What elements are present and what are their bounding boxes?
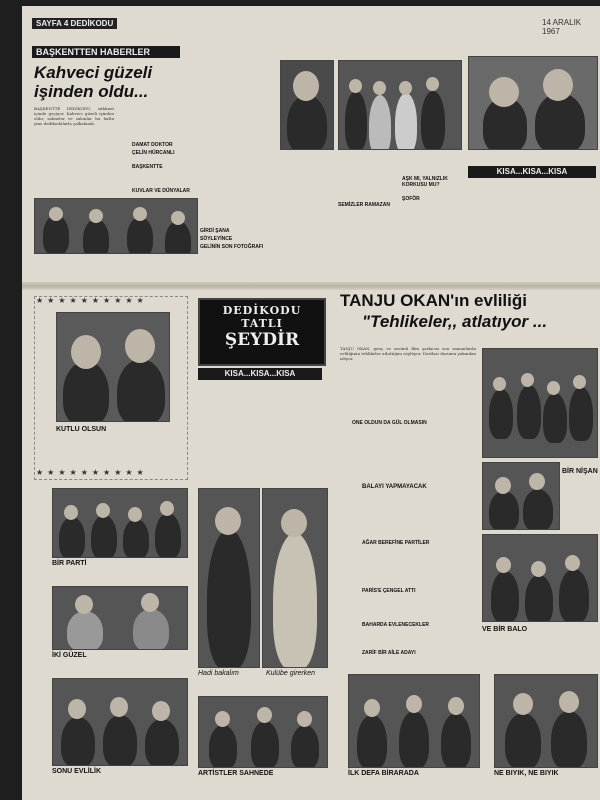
kulube-girerken-caption <box>262 678 326 690</box>
bir-nisan-photo <box>482 462 560 530</box>
sonu-evlilik-photo <box>52 678 188 766</box>
iki-guzel-photo <box>52 586 188 650</box>
subhead-soyleyince: SÖYLEYİNCE <box>200 236 233 242</box>
subhead-damat: DAMAT DOKTOR <box>132 142 173 148</box>
ve-bir-balo-photo <box>482 534 598 622</box>
ne-biyik-title: NE BIYIK, NE BIYIK <box>494 770 559 777</box>
ilk-defa-birarada-caption <box>418 770 480 794</box>
paper-fold <box>22 282 600 290</box>
section-title: BAŞKENTTEN HABERLER <box>32 46 180 58</box>
main-article-part6 <box>340 630 476 646</box>
subhead-paris: PARİS'E ÇENGEL ATTI <box>362 588 416 594</box>
subhead-baskentte: BAŞKENTTE <box>132 164 163 170</box>
sonu-evlilik-title: SONU EVLİLİK <box>52 768 102 775</box>
subhead-ask: AŞK MI, YALNIZLIK KORKUSU MU? <box>402 176 448 188</box>
kulube-girerken-title: Kulübe girerken <box>266 670 316 677</box>
caption-group <box>338 152 460 168</box>
hadi-bakalim-caption <box>198 678 258 690</box>
star-border-bottom: ★★★★★★★★★★ <box>36 468 148 477</box>
subhead-celin: ÇELİN HÜRCANLI <box>132 150 175 156</box>
kutlu-olsun-photo <box>56 312 170 422</box>
bir-nisan-caption <box>562 478 596 528</box>
top-column-3 <box>280 190 334 278</box>
caption-portrait <box>280 152 334 186</box>
artistler-sahnede-title: ARTİSTLER SAHNEDE <box>198 770 274 777</box>
sonu-evlilik-caption <box>98 768 188 792</box>
bir-parti-photo <box>52 488 188 558</box>
subhead-balayi: BALAYI YAPMAYACAK <box>362 484 427 490</box>
hadi-bakalim-title: Hadi bakalım <box>198 670 239 677</box>
kisa-banner: KISA...KISA...KISA <box>198 368 322 380</box>
main-article-part5 <box>340 596 476 618</box>
issue-date: 14 ARALIK 1967 <box>542 18 582 36</box>
ilk-defa-birarada-photo <box>348 674 480 768</box>
kutlu-olsun-title: KUTLU OLSUN <box>56 426 107 433</box>
kutlu-olsun-caption <box>56 434 168 464</box>
subhead-girdi: GİRDİ ŞANA <box>200 228 230 234</box>
ilk-defa-birarada-title: İLK DEFA BİRARADA <box>348 770 419 777</box>
top-photo-woman-portrait <box>280 60 334 150</box>
subhead-gelinin: GELİNİN SON FOTOĞRAFI <box>200 244 264 250</box>
main-article-intro: TANJU OKAN, genç ve sevimli film şarkıcısı son zamanlarda evliliğinin tehlikeler atlattığını söylüyor. Dostları durumu yakından izliyor. <box>340 346 476 361</box>
subhead-sofor: ŞOFÖR <box>402 196 420 202</box>
top-left-group-photo <box>34 198 198 254</box>
top-kisa-banner: KISA...KISA...KISA <box>468 166 596 178</box>
kulube-girerken-photo <box>262 488 328 668</box>
top-photo-group <box>338 60 462 150</box>
subhead-kuvlar: KUVLAR VE DÜNYALAR <box>132 188 190 194</box>
page-number-label: SAYFA 4 DEDİKODU <box>32 18 117 29</box>
iki-guzel-title: İKİ GÜZEL <box>52 652 87 659</box>
top-column-4 <box>338 170 396 278</box>
hadi-bakalim-photo <box>198 488 260 668</box>
star-border-top: ★★★★★★★★★★ <box>36 296 148 305</box>
main-article-part4 <box>340 548 476 584</box>
dedikodu-tatli-seydir-logo: DEDİKODU TATLI ŞEYDİR <box>198 298 326 366</box>
ne-biyik-caption <box>558 770 596 794</box>
ve-bir-balo-caption <box>522 626 596 666</box>
top-kisa-items <box>468 182 596 278</box>
artistler-sahnede-caption <box>276 770 334 794</box>
subhead-semizler: SEMİZLER RAMAZAN <box>338 202 390 208</box>
top-left-photo-caption <box>34 256 196 276</box>
subhead-baharda: BAHARDA EVLENECEKLER <box>362 622 430 628</box>
top-article-col1: BAŞKENTTE DEDİKODU, sükûnet içinde geçiyor. Kahveci güzeli işinden oldu; sahneler ve salonlar bu hafta yine dedikodularla çalkalandı. <box>34 106 114 126</box>
subhead-agar: AĞAR BEREFİNE PARTİLER <box>362 540 430 546</box>
bir-parti-title: BİR PARTİ <box>52 560 87 567</box>
ve-bir-balo-title: VE BİR BALO <box>482 626 528 633</box>
party-crowd-photo <box>482 348 598 458</box>
main-headline: TANJU OKAN'ın evliliği "Tehlikeler,, atlatıyor ... <box>340 291 548 331</box>
iki-guzel-caption <box>90 652 186 674</box>
caption-couple <box>468 152 596 164</box>
kisa-items <box>200 384 322 482</box>
main-article-part3 <box>340 494 476 536</box>
bir-nisan-title: BİR NİŞAN <box>562 468 598 475</box>
ne-biyik-photo <box>494 674 598 768</box>
top-headline: Kahveci güzeli işinden oldu... <box>34 63 153 101</box>
top-photo-couple <box>468 56 598 150</box>
subhead-zarif: ZARİF BİR AİLE ADAYI <box>362 650 416 656</box>
newspaper-page <box>22 6 600 800</box>
main-article-part7 <box>340 658 476 670</box>
subhead-one-oldun: ONE OLDUN DA GÜL OLMASIN <box>352 420 427 426</box>
main-article-part2 <box>340 428 476 478</box>
bir-parti-caption <box>92 560 186 582</box>
artistler-sahnede-photo <box>198 696 328 768</box>
